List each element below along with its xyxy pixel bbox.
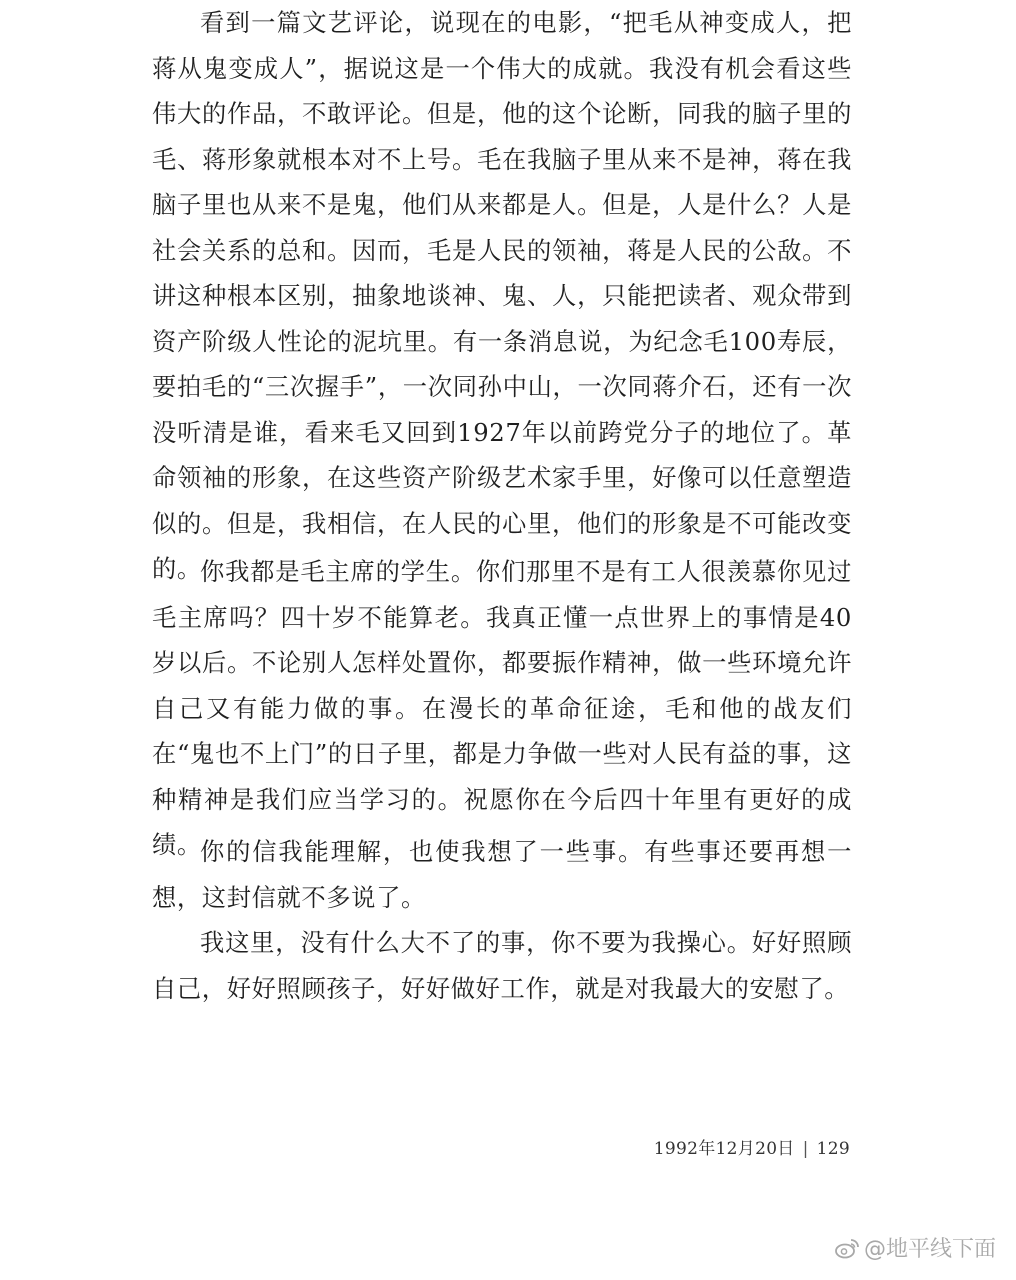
paragraph-3: 你的信我能理解，也使我想了一些事。有些事还要再想一想，这封信就不多说了。 (152, 837, 852, 912)
paragraph-1: 看到一篇文艺评论，说现在的电影，“把毛从神变成人，把蒋从鬼变成人”，据说这是一个伟大的成就。我没有机会看这些伟大的作品，不敢评论。但是，他的这个论断，同我的脑子里的毛、蒋形象就根本对不上号。毛在我脑子里从来不是神，蒋在我脑子里也从来不是鬼，他们从来都是人。但是，人是什么？人是社会关系的总和。因而，毛是人民的领袖，蒋是人民的公敌。不讲这种根本区别，抽象地谈神、鬼、人，只能把读者、观众带到资产阶级人性论的泥坑里。有一条消息说，为纪念毛100寿辰，要拍毛的“三次握手”，一次同孙中山，一次同蒋介石，还有一次没听清是谁，看来毛又回到1927年以前跨党分子的地位了。革命领袖的形象，在这些资产阶级艺术家手里，好像可以任意塑造似的。但是，我相信，在人民的心里，他们的形象是不可能改变的。 (152, 8, 852, 583)
page-number: 129 (816, 1139, 850, 1159)
paragraph-4: 我这里，没有什么大不了的事，你不要为我操心。好好照顾自己，好好照顾孩子，好好做好工作，就是对我最大的安慰了。 (152, 928, 852, 1003)
footer-date: 1992年12月20日 (653, 1139, 795, 1159)
watermark-text: @地平线下面 (863, 1237, 996, 1262)
page-footer (654, 1134, 850, 1159)
footer-separator: | (802, 1139, 809, 1159)
paragraph-2: 你我都是毛主席的学生。你们那里不是有工人很羡慕你见过毛主席吗？四十岁不能算老。我真正懂一点世界上的事情是40岁以后。不论别人怎样处置你，都要振作精神，做一些环境允许自己又有能力做的事。在漫长的革命征途，毛和他的战友们在“鬼也不上门”的日子里，都是力争做一些对人民有益的事，这种精神是我们应当学习的。祝愿你在今后四十年里有更好的成绩。 (152, 557, 852, 859)
weibo-icon (834, 1237, 860, 1259)
watermark (834, 1232, 996, 1263)
